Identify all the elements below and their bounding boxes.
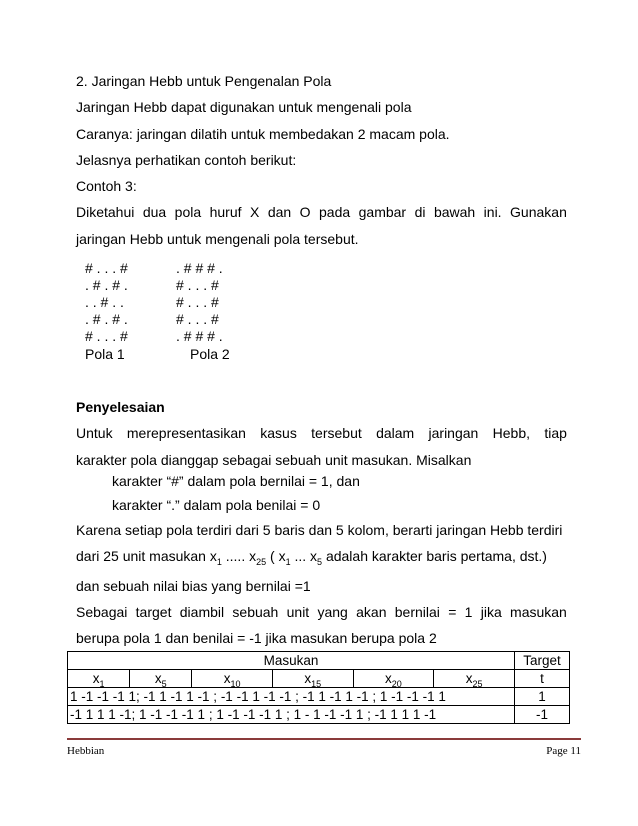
pattern-2-row: # . . . # xyxy=(176,277,219,293)
training-table xyxy=(67,651,570,724)
example-label: Contoh 3: xyxy=(76,178,137,194)
word: O xyxy=(299,204,311,220)
word: masukan xyxy=(510,604,567,620)
footer-page-number: Page 11 xyxy=(546,745,581,757)
word: jaringan xyxy=(428,425,479,441)
word: pada xyxy=(319,204,351,220)
word: tiap xyxy=(544,425,567,441)
pattern-1-row: . . # . . xyxy=(85,294,124,310)
word: pola xyxy=(174,204,202,220)
word: Sebagai xyxy=(76,604,128,620)
section-heading: 2. Jaringan Hebb untuk Pengenalan Pola xyxy=(76,73,332,89)
target-label-cell: t xyxy=(515,670,570,688)
word: dua xyxy=(142,204,167,220)
pattern-1-row: # . . . # xyxy=(85,328,128,344)
word: akan xyxy=(356,604,387,620)
table-row xyxy=(68,688,570,706)
word: Untuk xyxy=(76,425,113,441)
word: diambil xyxy=(179,604,225,620)
word: unit xyxy=(286,604,310,620)
word: target xyxy=(135,604,172,620)
word: Hebb, xyxy=(492,425,531,441)
header-masukan: Masukan xyxy=(68,652,515,670)
solution-rule-hash: karakter “#” dalam pola bernilai = 1, dan xyxy=(112,473,360,489)
table-var-row xyxy=(68,670,570,688)
word: kasus xyxy=(260,425,297,441)
word: 1 xyxy=(464,604,473,620)
pattern-1-row: . # . # . xyxy=(85,277,128,293)
word: sebuah xyxy=(232,604,279,620)
word: huruf xyxy=(209,204,242,220)
word: di xyxy=(414,204,426,220)
solution-line7: dan sebuah nilai bias yang bernilai =1 xyxy=(76,578,311,594)
paragraph-example-lead: Jelasnya perhatikan contoh berikut: xyxy=(76,152,297,168)
word: ini. xyxy=(483,204,502,220)
solution-line6: dari 25 unit masukan $x_1$ ..... $x_{25}$ ( $x_1$ ... $x_5$ adalah karakter baris pertama, dst.) xyxy=(76,548,547,567)
word: gambar xyxy=(358,204,407,220)
solution-line5: Karena setiap pola terdiri dari 5 baris dan 5 kolom, berarti jaringan Hebb terdiri xyxy=(76,522,563,538)
var-cell: $x_5$ xyxy=(130,670,192,688)
word: merepresentasikan xyxy=(126,425,246,441)
solution-rule-dot: karakter “.” dalam pola benilai = 0 xyxy=(112,497,321,513)
word: bernilai xyxy=(394,604,440,620)
solution-line2: karakter pola dianggap sebagai sebuah unit masukan. Misalkan xyxy=(76,452,472,468)
word: dan xyxy=(267,204,292,220)
target-value-cell: 1 xyxy=(515,688,570,706)
word: Gunakan xyxy=(510,204,567,220)
word: = xyxy=(448,604,457,620)
word: jika xyxy=(480,604,502,620)
word: tersebut xyxy=(311,425,362,441)
solution-line8 xyxy=(76,604,567,620)
pattern-2-row: # . . . # xyxy=(176,294,219,310)
var-cell: $x_{10}$ xyxy=(192,670,273,688)
paragraph-given-line2: jaringan Hebb untuk mengenali pola tersebut. xyxy=(76,231,359,247)
var-cell: $x_{25}$ xyxy=(434,670,515,688)
var-cell: $x_{20}$ xyxy=(353,670,434,688)
footer-divider xyxy=(67,738,581,740)
pattern-1-label: Pola 1 xyxy=(85,346,125,362)
input-values-cell: 1 -1 -1 -1 1; -1 1 -1 1 -1 ; -1 -1 1 -1 -1 ; -1 1 -1 1 -1 ; 1 -1 -1 -1 1 xyxy=(68,688,515,706)
paragraph-given-line1 xyxy=(76,204,567,220)
table-header-row xyxy=(68,652,570,670)
word: dalam xyxy=(376,425,415,441)
pattern-2-row: . # # # . xyxy=(176,328,223,344)
word: bawah xyxy=(433,204,476,220)
var-cell: $x_{15}$ xyxy=(272,670,353,688)
pattern-2-label: Pola 2 xyxy=(190,346,230,362)
input-values-cell: -1 1 1 1 -1; 1 -1 -1 -1 1 ; 1 -1 -1 -1 1 ; 1 - 1 -1 -1 1 ; -1 1 1 1 -1 xyxy=(68,706,515,724)
paragraph-intro: Jaringan Hebb dapat digunakan untuk mengenali pola xyxy=(76,99,412,115)
header-target: Target xyxy=(515,652,570,670)
word: Diketahui xyxy=(76,204,135,220)
target-value-cell: -1 xyxy=(515,706,570,724)
solution-line1 xyxy=(76,425,567,441)
solution-heading: Penyelesaian xyxy=(76,399,165,415)
pattern-2-row: # . . . # xyxy=(176,311,219,327)
footer-left: Hebbian xyxy=(67,745,105,757)
pattern-1-row: . # . # . xyxy=(85,311,128,327)
var-cell: $x_1$ xyxy=(68,670,130,688)
pattern-2-row: . # # # . xyxy=(176,260,223,276)
pattern-1-row: # . . . # xyxy=(85,260,128,276)
word: X xyxy=(250,204,260,220)
paragraph-method: Caranya: jaringan dilatih untuk membedakan 2 macam pola. xyxy=(76,126,450,142)
word: yang xyxy=(317,604,348,620)
solution-line9: berupa pola 1 dan benilai = -1 jika masukan berupa pola 2 xyxy=(76,630,437,646)
table-row xyxy=(68,706,570,724)
